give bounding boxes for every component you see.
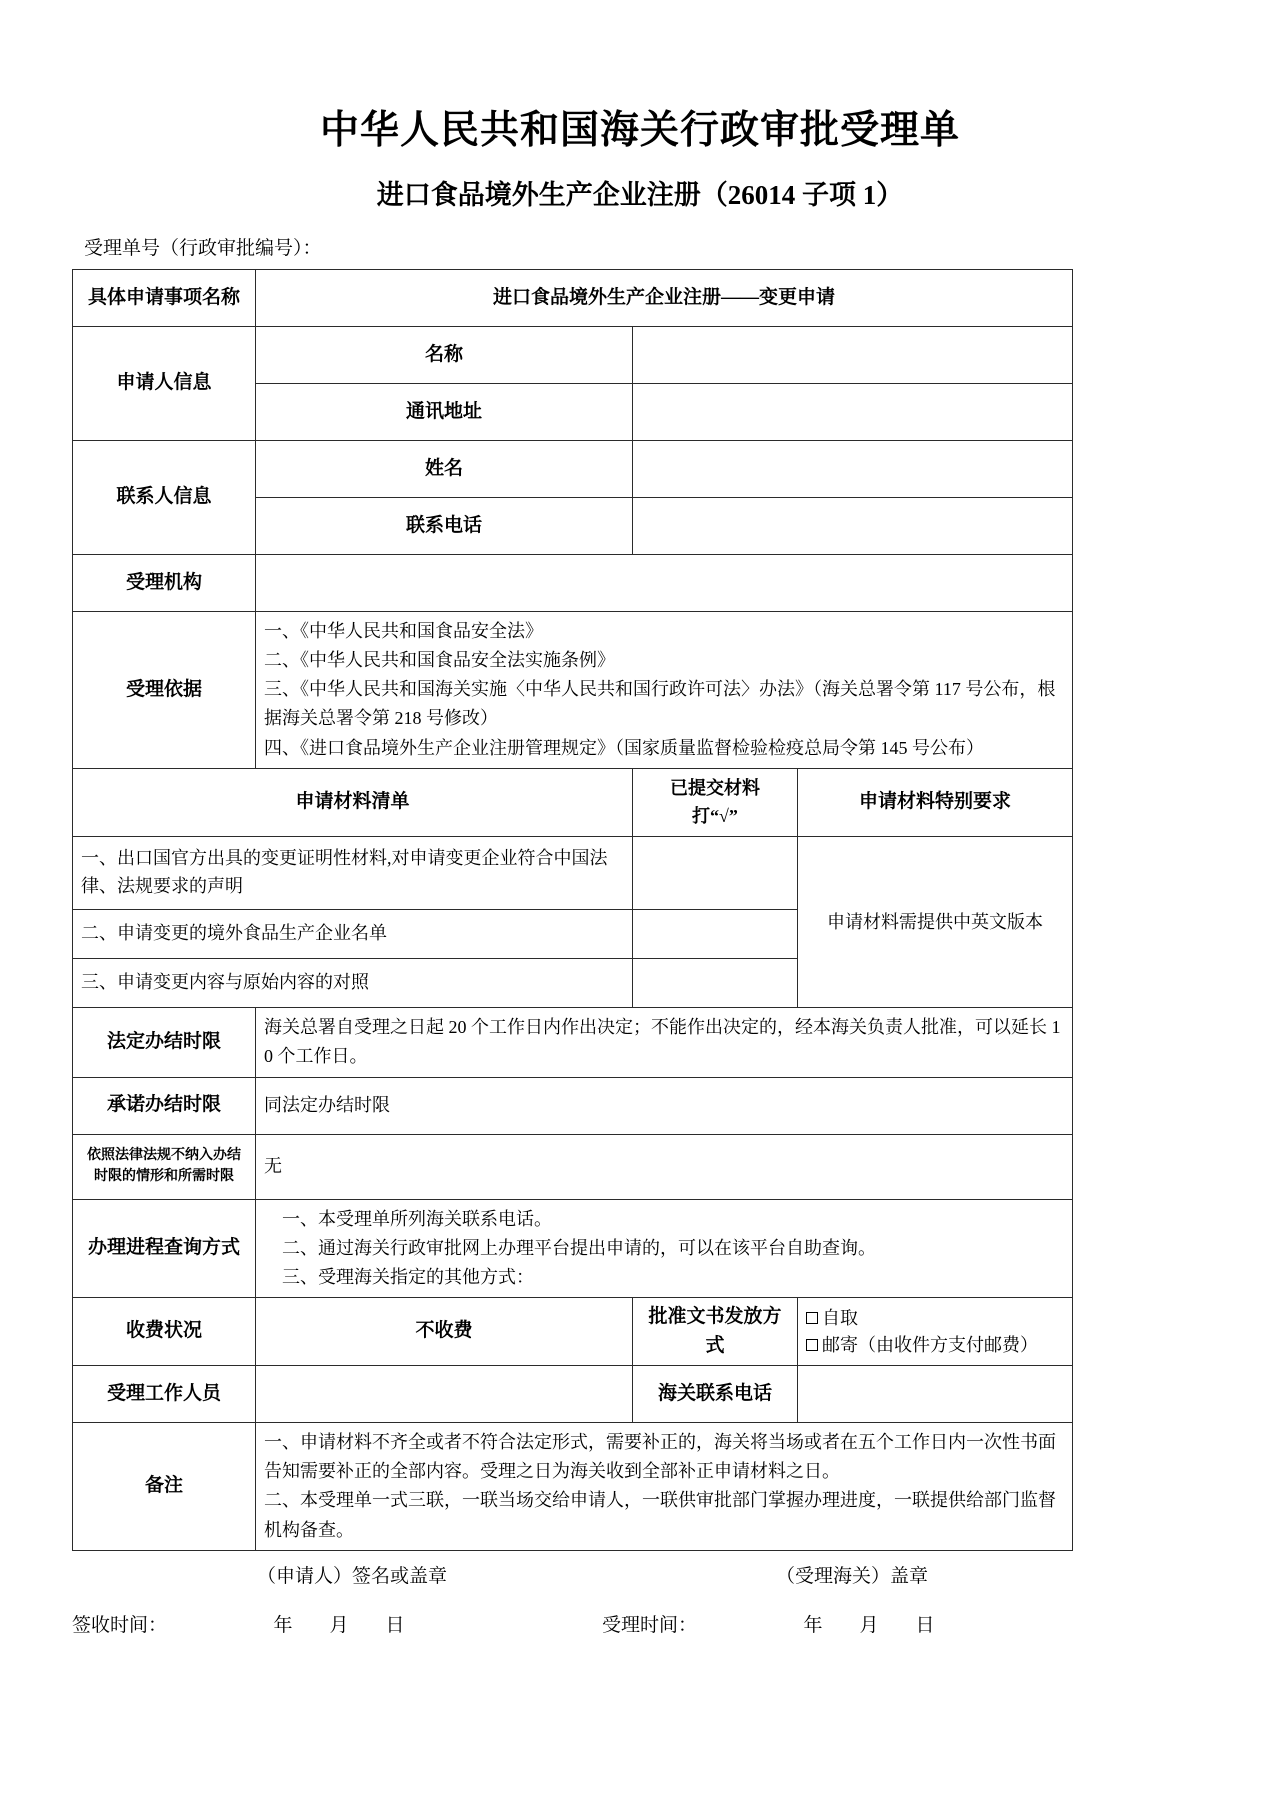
legal-basis-item-3: 三、《中华人民共和国海关实施〈中华人民共和国行政许可法〉办法》（海关总署令第 117 号公布，根据海关总署令第 218 号修改） (264, 679, 1056, 729)
table-row-materials-header (73, 768, 1073, 837)
contact-name-label: 姓名 (256, 440, 633, 497)
legal-basis-item-2: 二、《中华人民共和国食品安全法实施条例》 (264, 650, 615, 671)
progress-query-item-2: 二、通过海关行政审批网上办理平台提出申请的，可以在该平台自助查询。 (282, 1237, 876, 1258)
applicant-address-label: 通讯地址 (256, 383, 633, 440)
item-name-label: 具体申请事项名称 (73, 269, 256, 326)
accept-time-year: 年 (803, 1614, 823, 1636)
legal-basis-item-4: 四、《进口食品境外生产企业注册管理规定》（国家质量监督检验检疫总局令第 145 号公布） (264, 737, 984, 758)
applicant-name-label: 名称 (256, 326, 633, 383)
page-title: 中华人民共和国海关行政审批受理单 (319, 109, 960, 152)
special-requirements-header: 申请材料特别要求 (798, 768, 1073, 837)
excluded-deadline-value: 无 (256, 1134, 1073, 1199)
legal-basis-item-1: 一、《中华人民共和国食品安全法》 (264, 620, 543, 641)
contact-phone-field[interactable] (633, 497, 1073, 554)
contact-phone-label: 联系电话 (256, 497, 633, 554)
remarks-label: 备注 (73, 1423, 256, 1551)
material-item-2: 二、申请变更的境外食品生产企业名单 (73, 910, 633, 959)
delivery-method-options (798, 1298, 1073, 1366)
table-row-progress-query (73, 1199, 1073, 1297)
special-requirements-value: 申请材料需提供中英文版本 (798, 837, 1073, 1008)
applicant-signature-label: （申请人）签名或盖章 (256, 1565, 447, 1587)
legal-deadline-value: 海关总署自受理之日起 20 个工作日内作出决定；不能作出决定的，经本海关负责人批准，可以延长 10 个工作日。 (256, 1008, 1073, 1077)
table-row-material-1 (73, 837, 1073, 910)
contact-info-label: 联系人信息 (73, 440, 256, 554)
table-row-legal-deadline (73, 1008, 1073, 1077)
staff-label: 受理工作人员 (73, 1366, 256, 1423)
accept-time-day: 日 (915, 1614, 935, 1636)
page-subtitle: 进口食品境外生产企业注册（26014 子项 1） (376, 179, 904, 210)
material-item-3: 三、申请变更内容与原始内容的对照 (73, 959, 633, 1008)
sign-time-day: 日 (385, 1614, 405, 1636)
delivery-option-mail[interactable] (806, 1332, 1038, 1359)
delivery-option-pickup-label: 自取 (822, 1307, 858, 1328)
customs-phone-field[interactable] (798, 1366, 1073, 1423)
delivery-option-mail-label: 邮寄（由收件方支付邮费） (822, 1334, 1038, 1355)
submitted-materials-header (633, 768, 798, 837)
accepting-org-field[interactable] (256, 554, 1073, 611)
checkbox-mail-icon[interactable] (806, 1339, 818, 1351)
table-row-contact-name (73, 440, 1073, 497)
progress-query-content (256, 1199, 1073, 1297)
applicant-name-field[interactable] (633, 326, 1073, 383)
legal-basis-label: 受理依据 (73, 611, 256, 768)
accept-time-month: 月 (859, 1614, 879, 1636)
sign-time-ymd[interactable] (167, 1610, 423, 1637)
table-row-remarks (73, 1423, 1073, 1551)
fee-status-label: 收费状况 (73, 1298, 256, 1366)
staff-field[interactable] (256, 1366, 633, 1423)
table-row-fee-and-delivery (73, 1298, 1073, 1366)
sign-time-year: 年 (273, 1614, 293, 1636)
material-item-1: 一、出口国官方出具的变更证明性材料,对申请变更企业符合中国法律、法规要求的声明 (73, 837, 633, 910)
acceptance-form-table (72, 269, 1073, 1551)
remarks-item-2: 二、本受理单一式三联，一联当场交给申请人，一联供审批部门掌握办理进度，一联提供给部门监督机构备查。 (264, 1490, 1056, 1540)
promise-deadline-label: 承诺办结时限 (73, 1077, 256, 1134)
sign-time-label: 签收时间： (72, 1614, 168, 1636)
date-row (72, 1588, 1072, 1637)
contact-name-field[interactable] (633, 440, 1073, 497)
table-row-staff-and-phone (73, 1366, 1073, 1423)
progress-query-item-3: 三、受理海关指定的其他方式： (282, 1266, 534, 1287)
progress-query-label: 办理进程查询方式 (73, 1199, 256, 1297)
legal-basis-content (256, 611, 1073, 768)
legal-deadline-label: 法定办结时限 (73, 1008, 256, 1077)
accepting-org-label: 受理机构 (73, 554, 256, 611)
item-name-value[interactable]: 进口食品境外生产企业注册——变更申请 (256, 269, 1073, 326)
sign-time-group (72, 1610, 542, 1637)
checkbox-pickup-icon[interactable] (806, 1312, 818, 1324)
table-row-excluded-deadline (73, 1134, 1073, 1199)
table-row-applicant-name (73, 326, 1073, 383)
table-row-promise-deadline (73, 1077, 1073, 1134)
accept-time-label: 受理时间： (602, 1614, 698, 1636)
table-row-accepting-org (73, 554, 1073, 611)
delivery-option-pickup[interactable] (806, 1305, 858, 1332)
signature-row (72, 1551, 1072, 1588)
submitted-materials-header-line2: 打“√” (692, 806, 738, 827)
table-row-item-name (73, 269, 1073, 326)
receipt-number-label: 受理单号（行政审批编号）： (84, 238, 322, 260)
remarks-item-1: 一、申请材料不齐全或者不符合法定形式，需要补正的，海关将当场或者在五个工作日内一次性书面告知需要补正的全部内容。受理之日为海关收到全部补正申请材料之日。 (264, 1432, 1056, 1482)
material-checkbox-2[interactable] (633, 910, 798, 959)
remarks-content (256, 1423, 1073, 1551)
customs-phone-label: 海关联系电话 (633, 1366, 798, 1423)
customs-seal-label: （受理海关）盖章 (775, 1565, 928, 1587)
submitted-materials-header-line1: 已提交材料 (670, 777, 760, 798)
accept-time-group (542, 1610, 1072, 1637)
fee-status-value: 不收费 (256, 1298, 633, 1366)
material-checkbox-1[interactable] (633, 837, 798, 910)
material-checkbox-3[interactable] (633, 959, 798, 1008)
applicant-address-field[interactable] (633, 383, 1073, 440)
progress-query-item-1: 一、本受理单所列海关联系电话。 (282, 1208, 552, 1229)
materials-list-header: 申请材料清单 (73, 768, 633, 837)
applicant-info-label: 申请人信息 (73, 326, 256, 440)
table-row-legal-basis (73, 611, 1073, 768)
excluded-deadline-label-line2: 时限的情形和所需时限 (94, 1168, 234, 1184)
promise-deadline-value: 同法定办结时限 (256, 1077, 1073, 1134)
excluded-deadline-label-line1: 依照法律法规不纳入办结 (87, 1148, 241, 1164)
delivery-method-label: 批准文书发放方式 (633, 1298, 798, 1366)
accept-time-ymd[interactable] (697, 1610, 953, 1637)
excluded-deadline-label (73, 1134, 256, 1199)
sign-time-month: 月 (329, 1614, 349, 1636)
